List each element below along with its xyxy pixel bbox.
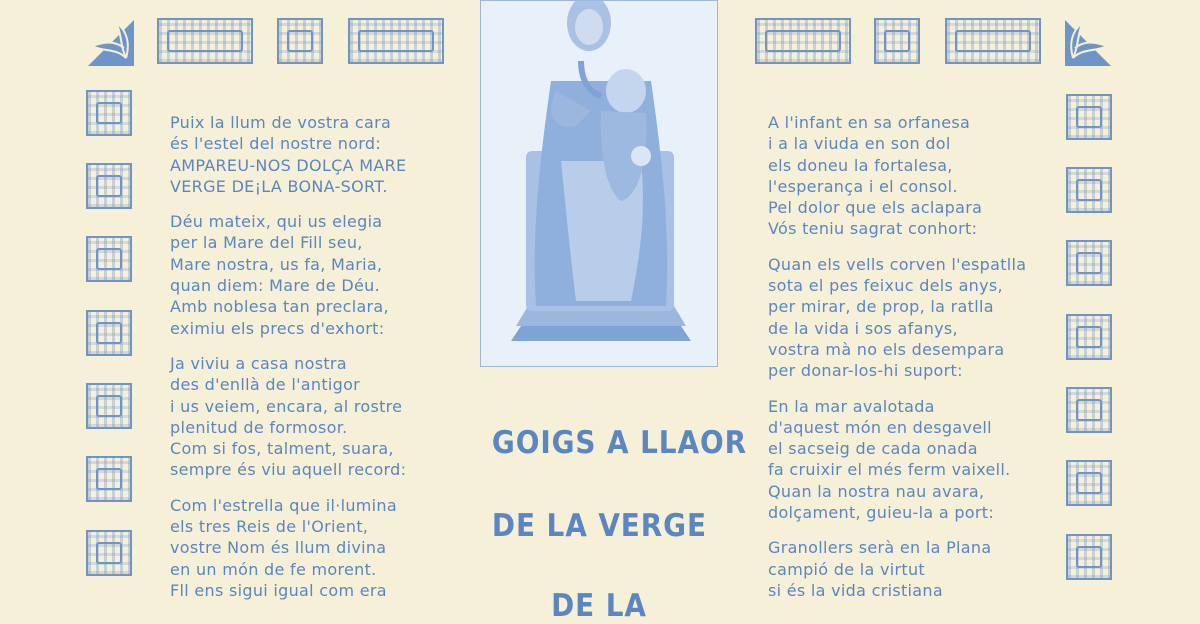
verse-line: Com l'estrella que il·lumina	[170, 495, 397, 515]
ornament-tile	[348, 18, 444, 64]
stanza	[170, 112, 406, 197]
stanza	[170, 211, 406, 339]
verse-line: Granollers serà en la Plana	[768, 538, 992, 558]
refrain-line: VERGE DE¡LA BONA-SORT.	[170, 176, 388, 196]
verse-line: campió de la virtut	[768, 559, 925, 579]
ornament-tile	[1066, 314, 1112, 360]
verse-line: en un món de fe morent.	[170, 559, 377, 579]
verse-line: eximiu els precs d'exhort:	[170, 318, 385, 338]
ornament-tile	[86, 90, 132, 136]
stanza	[768, 112, 1026, 240]
ornament-tile	[86, 236, 132, 282]
stanza	[768, 254, 1026, 382]
verse-line: els tres Reis de l'Orient,	[170, 517, 369, 537]
verse-line: d'aquest món en desgavell	[768, 417, 992, 437]
verse-line: vostre Nom és llum divina	[170, 538, 387, 558]
verse-line: el sacseig de cada onada	[768, 439, 978, 459]
virgin-and-child-image	[481, 1, 718, 367]
verse-line: Pel dolor que els aclapara	[768, 198, 983, 218]
ornament-tile	[1066, 167, 1112, 213]
virgin-statue-photo	[480, 0, 718, 367]
verse-line: per donar-los-hi suport:	[768, 361, 963, 381]
verse-line: A l'infant en sa orfanesa	[768, 113, 971, 132]
stanza	[170, 495, 406, 601]
verse-line: els doneu la fortalesa,	[768, 155, 953, 175]
verse-line: Quan la nostra nau avara,	[768, 481, 985, 501]
verse-line: plenitud de formosor.	[170, 417, 348, 437]
stanza	[768, 537, 1026, 601]
verse-line: Fll ens sigui igual com era	[170, 580, 387, 600]
verse-line: sota el pes feixuc dels anys,	[768, 276, 1003, 296]
ornament-tile	[277, 18, 323, 64]
stanza	[768, 396, 1026, 524]
verse-line: Vós teniu sagrat conhort:	[768, 219, 978, 239]
verse-line: i us veiem, encara, al rostre	[170, 396, 403, 416]
ornament-tile	[1066, 94, 1112, 140]
ornament-tile	[86, 310, 132, 356]
poem-right-column	[768, 112, 1026, 615]
stanza	[170, 353, 406, 481]
verse-line: Quan els vells corven l'espatlla	[768, 254, 1027, 274]
ornament-tile	[755, 18, 851, 64]
ornament-tile	[86, 163, 132, 209]
ornament-tile	[86, 456, 132, 502]
leaf-ornament-right-icon	[1063, 18, 1113, 68]
verse-line: dolçament, guieu-la a port:	[768, 503, 995, 523]
verse-line: vostra mà no els desempara	[768, 339, 1005, 359]
ornament-tile	[1066, 460, 1112, 506]
title-line-2: DE LA VERGE	[491, 508, 707, 544]
title-line-1: GOIGS A LLAOR	[491, 425, 747, 461]
verse-line: si és la vida cristiana	[768, 580, 943, 600]
ornament-tile	[874, 18, 920, 64]
verse-line: per la Mare del Fill seu,	[170, 233, 363, 253]
ornament-tile	[157, 18, 253, 64]
ornament-tile	[86, 383, 132, 429]
verse-line: per mirar, de prop, la ratlla	[768, 297, 994, 317]
poem-left-column	[170, 112, 406, 615]
verse-line: fa cruixir el més ferm vaixell.	[768, 460, 1011, 480]
ornament-tile	[1066, 534, 1112, 580]
verse-line: Com si fos, talment, suara,	[170, 439, 394, 459]
title-line-3: DE LA	[551, 588, 647, 624]
verse-line: de la vida i sos afanys,	[768, 318, 958, 338]
verse-line: Déu mateix, qui us elegia	[170, 212, 383, 232]
verse-line: Puix la llum de vostra cara	[170, 113, 392, 132]
ornament-tile	[945, 18, 1041, 64]
verse-line: sempre és viu aquell record:	[170, 460, 407, 480]
verse-line: Amb noblesa tan preclara,	[170, 297, 389, 317]
verse-line: l'esperança i el consol.	[768, 176, 958, 196]
verse-line: En la mar avalotada	[768, 396, 935, 416]
verse-line: és l'estel del nostre nord:	[170, 134, 382, 154]
verse-line: quan diem: Mare de Déu.	[170, 276, 380, 296]
verse-line: des d'enllà de l'antigor	[170, 375, 361, 395]
ornament-tile	[86, 530, 132, 576]
leaf-ornament-left-icon	[86, 18, 136, 68]
verse-line: i a la viuda en son dol	[768, 134, 951, 154]
refrain-line: AMPAREU-NOS DOLÇA MARE	[170, 155, 407, 175]
verse-line: Mare nostra, us fa, Maria,	[170, 254, 383, 274]
ornament-tile	[1066, 240, 1112, 286]
verse-line: Ja viviu a casa nostra	[170, 353, 347, 373]
ornament-tile	[1066, 387, 1112, 433]
